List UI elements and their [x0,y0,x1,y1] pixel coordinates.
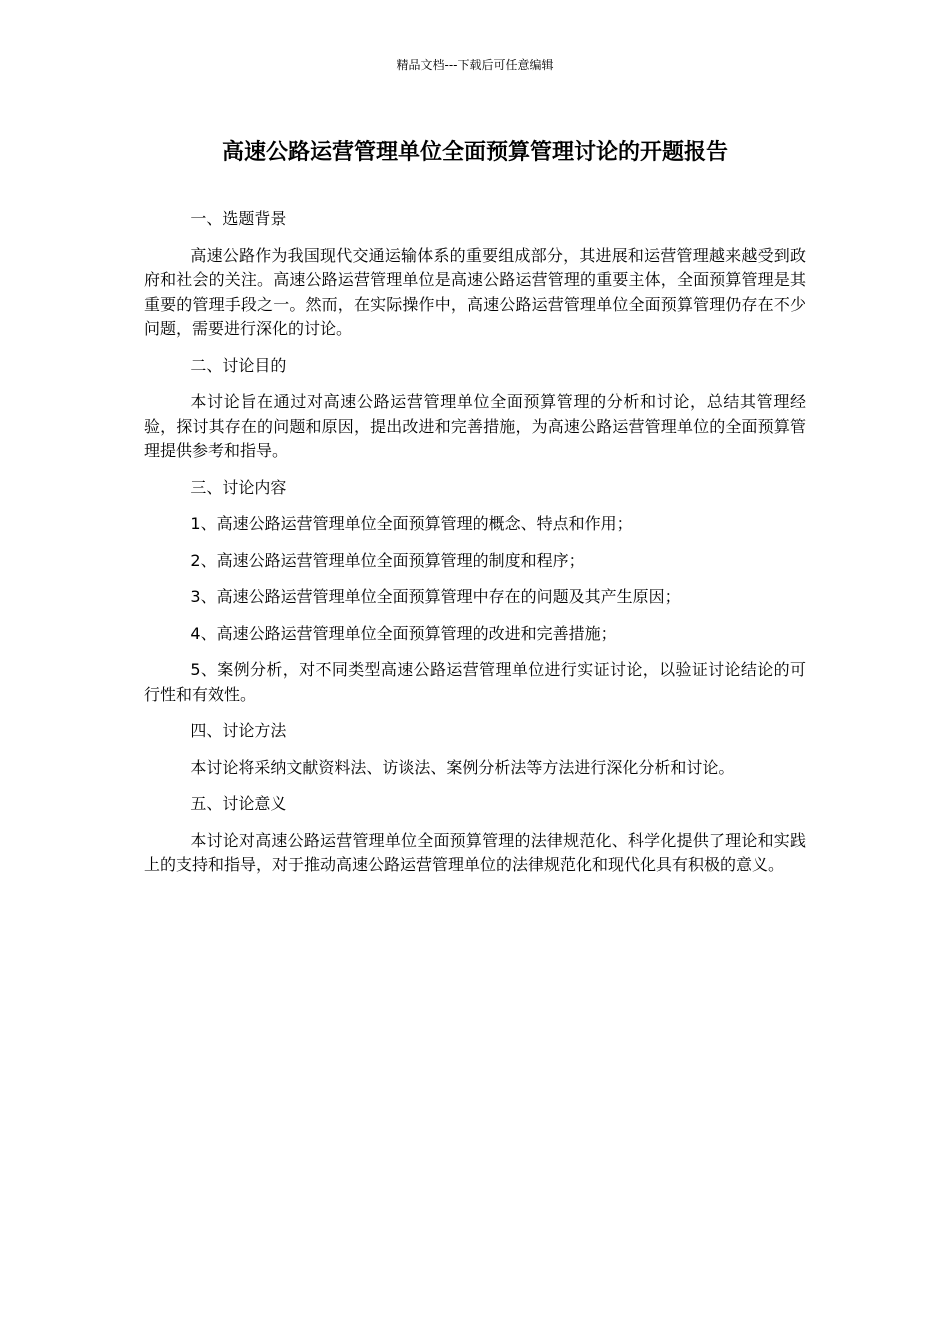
section-heading-method: 四、讨论方法 [190,721,287,740]
section-text-method: 本讨论将采纳文献资料法、访谈法、案例分析法等方法进行深化分析和讨论。 [190,757,735,777]
content-list-item: 5、案例分析，对不同类型高速公路运营管理单位进行实证讨论，以验证讨论结论的可行性和有效性。 [144,660,806,704]
document-body [144,207,806,890]
content-list-item: 3、高速公路运营管理单位全面预算管理中存在的问题及其产生原因； [190,587,681,606]
section-heading-background: 一、选题背景 [190,209,287,228]
content-list-item: 1、高速公路运营管理单位全面预算管理的概念、特点和作用； [190,514,633,533]
section-text-significance: 本讨论对高速公路运营管理单位全面预算管理的法律规范化、科学化提供了理论和实践上的支持和指导，对于推动高速公路运营管理单位的法律规范化和现代化具有积极的意义。 [144,830,806,874]
section-heading-significance: 五、讨论意义 [190,794,287,813]
document-title: 高速公路运营管理单位全面预算管理讨论的开题报告 [221,140,728,165]
section-heading-content: 三、讨论内容 [190,477,287,497]
section-heading-purpose: 二、讨论目的 [190,355,287,375]
section-text-purpose: 本讨论旨在通过对高速公路运营管理单位全面预算管理的分析和讨论，总结其管理经验，探讨其存在的问题和原因，提出改进和完善措施，为高速公路运营管理单位的全面预算管理提供参考和指导。 [144,392,806,460]
section-text-background: 高速公路作为我国现代交通运输体系的重要组成部分，其进展和运营管理越来越受到政府和社会的关注。高速公路运营管理单位是高速公路运营管理的重要主体，全面预算管理是其重要的管理手段之一。然而，在实际操作中，高速公路运营管理单位全面预算管理仍存在不少问题，需要进行深化的讨论。 [144,245,806,338]
header-note: 精品文档---下载后可任意编辑 [396,58,554,72]
content-list-item: 4、高速公路运营管理单位全面预算管理的改进和完善措施； [190,623,617,643]
content-list-item: 2、高速公路运营管理单位全面预算管理的制度和程序； [190,550,585,570]
